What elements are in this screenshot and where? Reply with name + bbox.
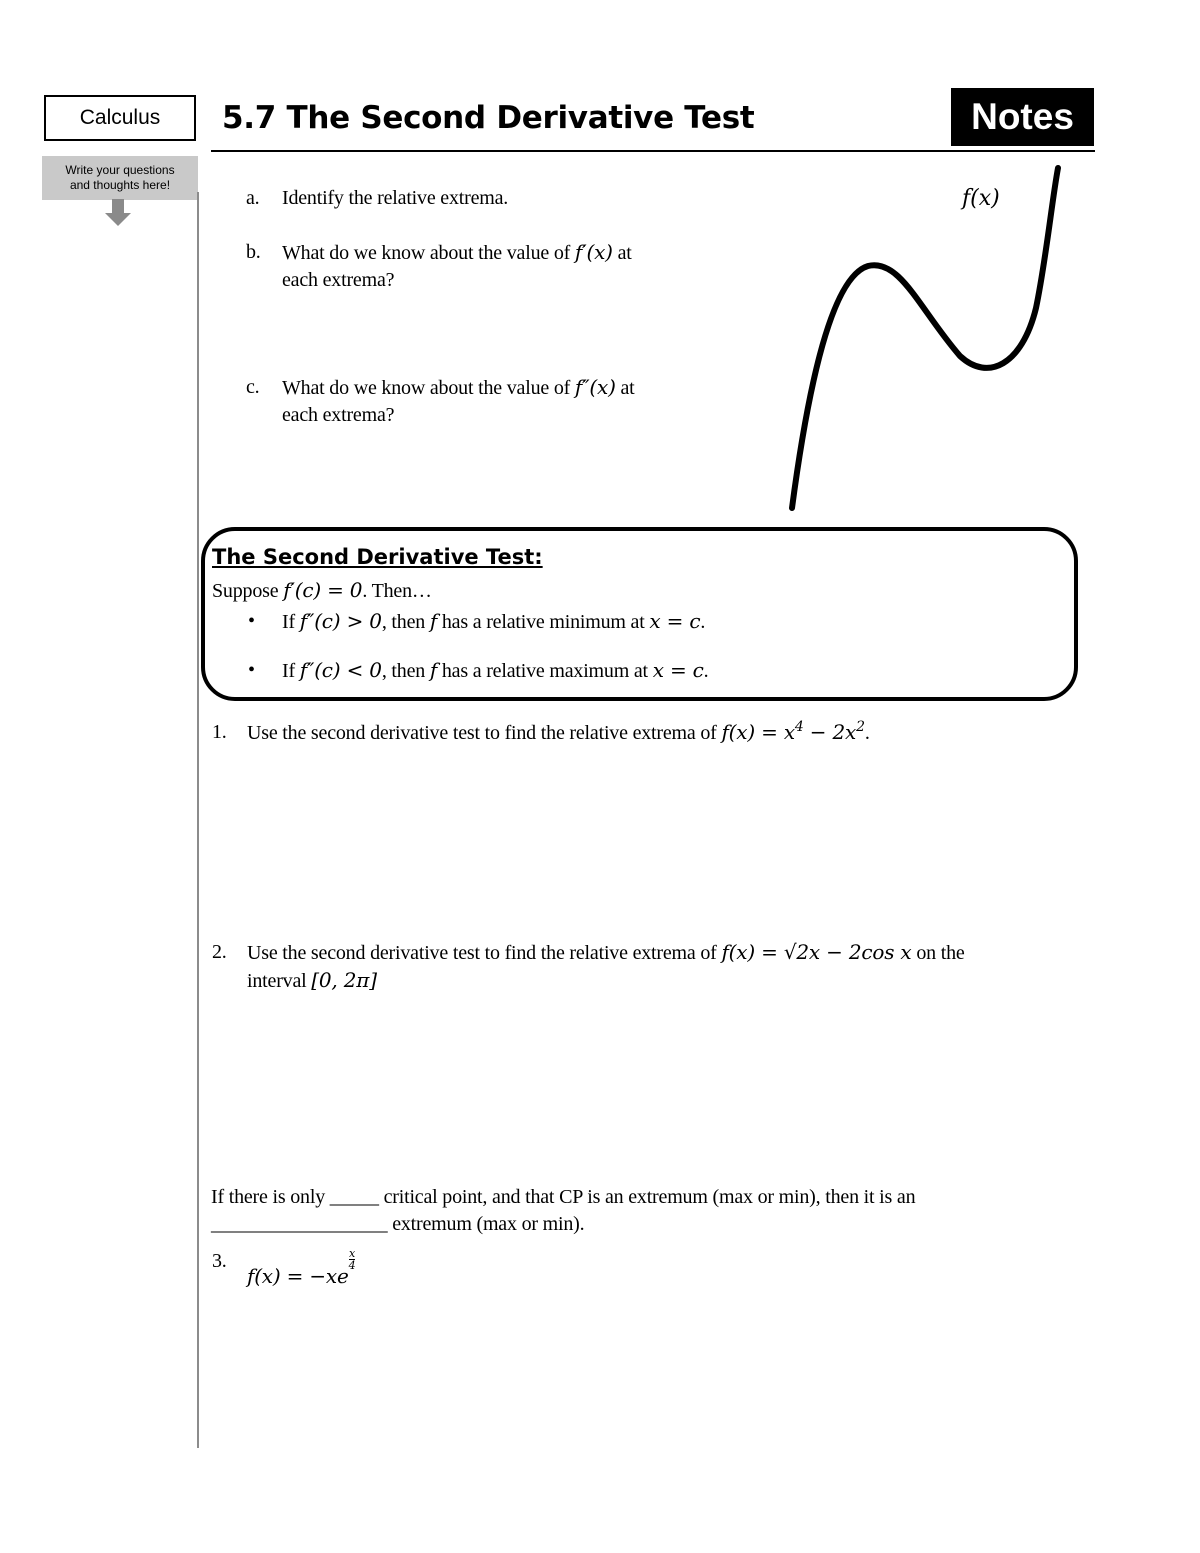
function-expression-2: − 2x <box>803 720 857 744</box>
exponent: 4 <box>794 719 804 735</box>
interval-expression: [0, 2π] <box>311 968 377 992</box>
down-arrow-icon <box>104 199 134 229</box>
question-text: What do we know about the value of <box>282 377 575 399</box>
bullet-if: If <box>282 660 300 682</box>
statement-line-1: If there is only _____ critical point, and that CP is an extremum (max or min), then it is an <box>211 1186 916 1208</box>
statement-line-2: __________________ extremum (max or min). <box>211 1213 585 1235</box>
exponent-denominator: 4 <box>348 1259 356 1272</box>
problem-text: Use the second derivative test to find the relative extrema of <box>247 722 722 744</box>
notes-badge-label: Notes <box>971 96 1074 137</box>
exponent-numerator: x <box>349 1247 356 1260</box>
function-expression: f(x) = x <box>721 720 795 744</box>
margin-notes-tab <box>42 156 198 200</box>
suppose-line <box>212 577 432 605</box>
bullet-at: x = c <box>649 609 701 633</box>
bullet-f: f <box>429 658 438 682</box>
bullet-icon: • <box>248 610 255 632</box>
bullet-end: . <box>703 660 709 682</box>
bullet-condition: f″(c) < 0 <box>299 658 382 682</box>
bullet-icon: • <box>248 659 255 681</box>
problem-number: 3. <box>212 1250 227 1272</box>
exponent-2: 2 <box>856 719 865 735</box>
question-text-line2: each extrema? <box>282 269 395 291</box>
bullet-mid: , then <box>381 611 430 633</box>
problem-text: Use the second derivative test to find the relative extrema of <box>247 942 722 964</box>
page-title: 5.7 The Second Derivative Test <box>222 100 755 136</box>
problem-end: . <box>864 722 870 744</box>
function-expression: f(x) = −xe <box>247 1264 349 1288</box>
suppose-after: . Then… <box>362 580 432 602</box>
margin-tab-line-2: and thoughts here! <box>69 178 171 192</box>
bullet-mid: , then <box>381 660 430 682</box>
fill-in-statement <box>211 1184 915 1238</box>
problem-number: 1. <box>212 721 227 743</box>
bullet-f: f <box>429 609 438 633</box>
question-text-end: at <box>615 377 635 399</box>
margin-divider <box>197 192 199 1448</box>
function-expression: f(x) = √2x − 2cos x <box>721 940 912 964</box>
bullet-result: has a relative minimum at <box>437 611 650 633</box>
definition-title: The Second Derivative Test: <box>212 545 543 569</box>
bullet-end: . <box>700 611 706 633</box>
notes-badge <box>951 88 1094 146</box>
exponent-fraction <box>349 1248 356 1271</box>
question-letter: a. <box>246 187 260 209</box>
problem-number: 2. <box>212 941 227 963</box>
margin-tab-line-1: Write your questions <box>65 163 175 177</box>
problem-after: on the <box>911 942 965 964</box>
title-rule <box>211 150 1095 152</box>
question-text: What do we know about the value of <box>282 242 575 264</box>
question-text: Identify the relative extrema. <box>282 187 509 209</box>
question-letter: b. <box>246 241 261 263</box>
question-text-end: at <box>612 242 632 264</box>
problem-line2: interval <box>247 970 312 992</box>
derivative-expression: f′(x) <box>574 240 613 264</box>
graph-label: f(x) <box>962 186 1000 211</box>
bullet-result: has a relative maximum at <box>437 660 653 682</box>
cubic-curve-graph-icon <box>760 160 1100 520</box>
course-label: Calculus <box>79 106 161 129</box>
suppose-text: Suppose <box>212 580 284 602</box>
second-derivative-expression: f″(x) <box>574 375 616 399</box>
question-letter: c. <box>246 376 260 398</box>
course-label-box <box>44 95 196 141</box>
suppose-math: f′(c) = 0 <box>283 578 363 602</box>
bullet-condition: f″(c) > 0 <box>299 609 382 633</box>
bullet-at: x = c <box>652 658 704 682</box>
question-text-line2: each extrema? <box>282 404 395 426</box>
bullet-if: If <box>282 611 300 633</box>
